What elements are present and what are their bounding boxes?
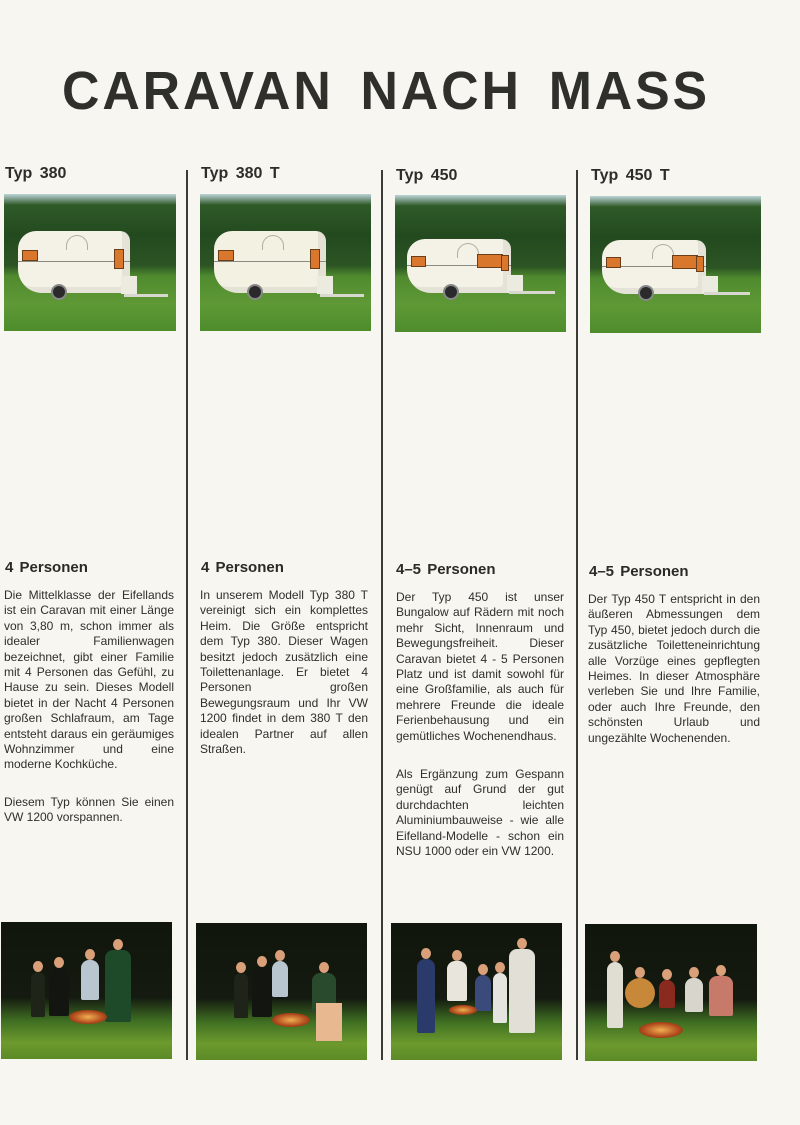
description-paragraph: Der Typ 450 T entspricht in den äußeren Abmessungen dem Typ 450, bietet jedoch durch die zusätzliche Toiletteneinrichtung alle Vorzüge eines gepflegten Heimes. In dieser Atmosphäre verleben Sie und Ihre Familie, oder auch Ihre Freunde, den schönsten Urlaub und ungezählte Wochenenden. <box>588 592 760 745</box>
description-paragraph: Diesem Typ können Sie einen VW 1200 vorspannen. <box>4 795 174 825</box>
caravan-typ-450-photo <box>395 195 566 332</box>
model-heading: Typ 450 T <box>591 167 670 184</box>
campfire-guitar-night-photo <box>585 924 757 1061</box>
caravan-typ-380-t-photo <box>200 194 371 331</box>
model-heading: Typ 380 T <box>201 165 280 182</box>
caravan-illustration <box>18 231 130 293</box>
persons-heading: 4–5 Personen <box>396 561 496 578</box>
model-column-typ-380 <box>0 0 180 1125</box>
caravan-typ-380-photo <box>4 194 176 331</box>
model-column-typ-450 <box>390 0 570 1125</box>
caravan-illustration <box>214 231 326 293</box>
persons-heading: 4 Personen <box>5 559 88 576</box>
family-standing-night-photo <box>391 923 562 1060</box>
description-paragraph: Als Ergänzung zum Gespann genügt auf Grund der gut durchdachten leichten Aluminiumbauweise - wie alle Eifelland-Modelle - schon ein NSU 1000 oder ein VW 1200. <box>396 767 564 859</box>
caravan-illustration <box>602 240 706 294</box>
caravan-illustration <box>407 239 511 293</box>
model-heading: Typ 450 <box>396 167 458 184</box>
persons-heading: 4 Personen <box>201 559 284 576</box>
column-divider <box>576 170 578 1060</box>
model-heading: Typ 380 <box>5 165 67 182</box>
family-grill-night-photo <box>196 923 367 1060</box>
description-paragraph: Der Typ 450 ist unser Bungalow auf Rädern mit noch mehr Sicht, Innenraum und Bewegungsfreiheit. Dieser Caravan bietet 4 - 5 Personen Platz und ist damit sowohl für eine Großfamilie, als auch für mehrere Freunde die ideale Ferienbehausung und ein gemütliches Wochenendhaus. <box>396 590 564 743</box>
column-divider <box>381 170 383 1060</box>
caravan-typ-450-t-photo <box>590 196 761 333</box>
column-divider <box>186 170 188 1060</box>
model-column-typ-380-t <box>195 0 375 1125</box>
model-column-typ-450-t <box>585 0 765 1125</box>
family-barbecue-night-photo <box>1 922 172 1059</box>
persons-heading: 4–5 Personen <box>589 563 689 580</box>
description-paragraph: Die Mittelklasse der Eifellands ist ein Caravan mit einer Länge von 3,80 m, schon immer als idealer Familienwagen bezeichnet, gibt einer Familie mit 4 Personen das Gefühl, zu Hause zu sein. Dieses Modell bietet in der Nacht 4 Personen großen Schlafraum, am Tage entsteht daraus ein geräumiges Wohnzimmer und eine moderne Kochküche. <box>4 588 174 772</box>
page-title: CARAVAN NACH MASS <box>62 61 710 121</box>
description-paragraph: In unserem Modell Typ 380 T vereinigt sich ein komplettes Heim. Die Größe entspricht dem Typ 380. Dieser Wagen besitzt jedoch zusätzlich eine Toilettenanlage. Er bietet 4 Personen großen Bewegungsraum und Ihr VW 1200 findet in dem 380 T den idealen Partner auf allen Straßen. <box>200 588 368 757</box>
